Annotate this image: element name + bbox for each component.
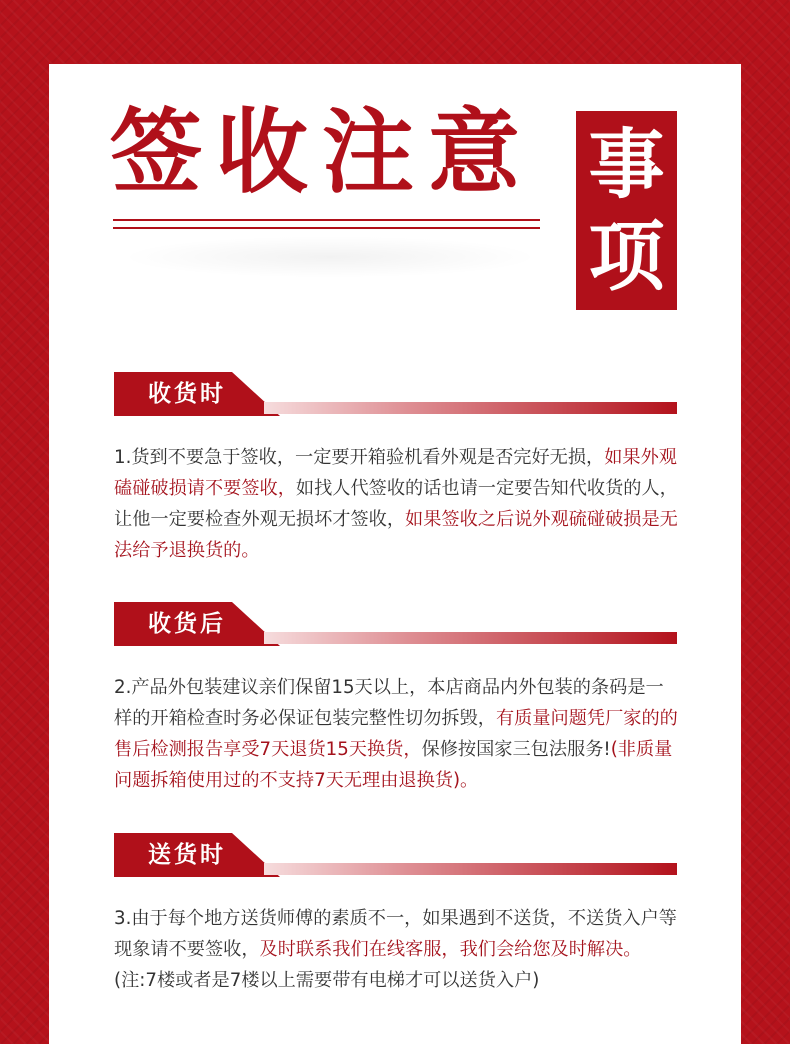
- paragraph-text: 2.产品外包装建议亲们保留15天以上，本店商品内外包装的条码是一样的开箱检查时务必保证包装完整性切勿拆毁，: [114, 677, 664, 729]
- section-paragraph-receiving: [114, 442, 680, 566]
- section-heading: 收货后: [148, 611, 226, 637]
- section-divider-bar: [264, 863, 677, 875]
- section-heading: 送货时: [148, 842, 226, 868]
- paragraph-text: (注:7楼或者是7楼以上需要带有电梯才可以送货入户): [114, 970, 540, 991]
- paragraph-highlight: 如果签收之后说外观硫碰破损是无法给予退换货的。: [114, 509, 678, 561]
- section-heading: 收货时: [148, 381, 226, 407]
- paragraph-highlight: 有质量问题凭厂家的的售后检测报告享受7天退货15天换货，: [114, 708, 678, 760]
- paragraph-text: 3.由于每个地方送货师傅的素质不一，如果遇到不送货，不送货入户等现象请不要签收，: [114, 908, 677, 960]
- section-divider-bar: [264, 402, 677, 414]
- title-side-box: [576, 111, 677, 310]
- section-header-delivery: [114, 833, 677, 877]
- paragraph-highlight: (非质量问题拆箱使用过的不支持7天无理由退换货)。: [114, 739, 673, 791]
- section-header-after-receiving: [114, 602, 677, 646]
- section-paragraph-after-receiving: [114, 672, 680, 796]
- title-underline-top: [113, 219, 540, 221]
- paragraph-text: 如找人代签收的话也请一定要告知代收货的人，让他一定要检查外观无损坏才签收，: [114, 478, 678, 530]
- page-title: 签收注意: [110, 99, 535, 206]
- paragraph-highlight: 如果外观磕碰破损请不要签收，: [114, 447, 677, 499]
- paragraph-text: 保修按国家三包法服务!: [421, 739, 611, 760]
- section-paragraph-delivery: [114, 903, 680, 996]
- title-underline-bottom: [113, 227, 540, 229]
- title-side-char-2: 项: [588, 212, 665, 301]
- section-divider-bar: [264, 632, 677, 644]
- section-header-receiving: [114, 372, 677, 416]
- paragraph-text: 1.货到不要急于签收，一定要开箱验机看外观是否完好无损，: [114, 447, 605, 468]
- title-reflection: [120, 236, 540, 278]
- title-side-char-1: 事: [588, 120, 665, 209]
- paragraph-highlight: 及时联系我们在线客服，我们会给您及时解决。: [259, 939, 642, 960]
